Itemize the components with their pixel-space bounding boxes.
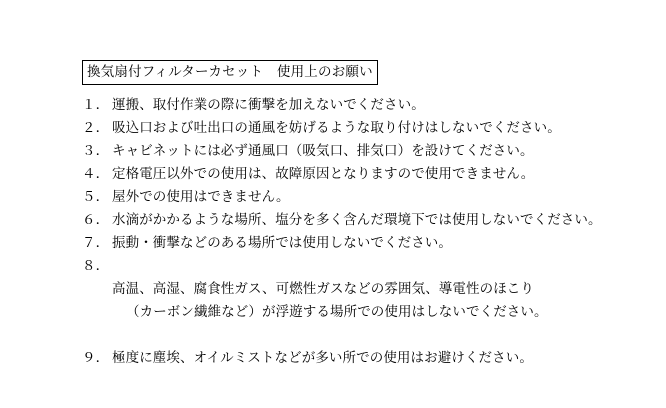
list-item-number: ５． (82, 189, 110, 204)
list-item-text-line2: （カーボン繊維など）が浮遊する場所での使用はしないでください。 (126, 304, 548, 319)
list-item-text-line1: 高温、高湿、腐食性ガス、可燃性ガスなどの雰囲気、導電性のほこり (112, 281, 535, 296)
list-item-number: ８． (82, 258, 110, 273)
list-item-text: 極度に塵埃、オイルミストなどが多い所での使用はお避けください。 (112, 350, 533, 365)
list-item (82, 231, 602, 254)
list-item-number: ７． (82, 235, 110, 250)
list-item-text (112, 254, 602, 346)
list-item (82, 254, 602, 346)
list-item (82, 93, 602, 116)
list-item-text: 水滴がかかるような場所、塩分を多く含んだ環境下では使用しないでください。 (112, 212, 602, 227)
list-item-text: 吸込口および吐出口の通風を妨げるような取り付けはしないでください。 (112, 120, 561, 135)
list-item-text: 定格電圧以外での使用は、故障原因となりますので使用できません。 (112, 166, 535, 181)
list-item-number: ９． (82, 350, 110, 365)
notice-title: 換気扇付フィルターカセット 使用上のお願い (82, 60, 378, 85)
list-item (82, 139, 602, 162)
list-item (82, 162, 602, 185)
list-item-text: 振動・衝撃などのある場所では使用しないでください。 (112, 235, 452, 250)
list-item-text: キャビネットには必ず通風口（吸気口、排気口）を設けてください。 (112, 143, 534, 158)
list-item-number: ３． (82, 143, 110, 158)
list-item-text: 屋外での使用はできません。 (112, 189, 290, 204)
list-item-number: １． (82, 97, 110, 112)
list-item (82, 185, 602, 208)
notice-block (82, 60, 602, 369)
list-item (82, 116, 602, 139)
list-item-number: ６． (82, 212, 110, 227)
list-item-number: ４． (82, 166, 110, 181)
list-item (82, 346, 602, 369)
list-item (82, 208, 602, 231)
notice-list (82, 93, 602, 369)
list-item-number: ２． (82, 120, 110, 135)
list-item-text: 運搬、取付作業の際に衝撃を加えないでください。 (112, 97, 425, 112)
